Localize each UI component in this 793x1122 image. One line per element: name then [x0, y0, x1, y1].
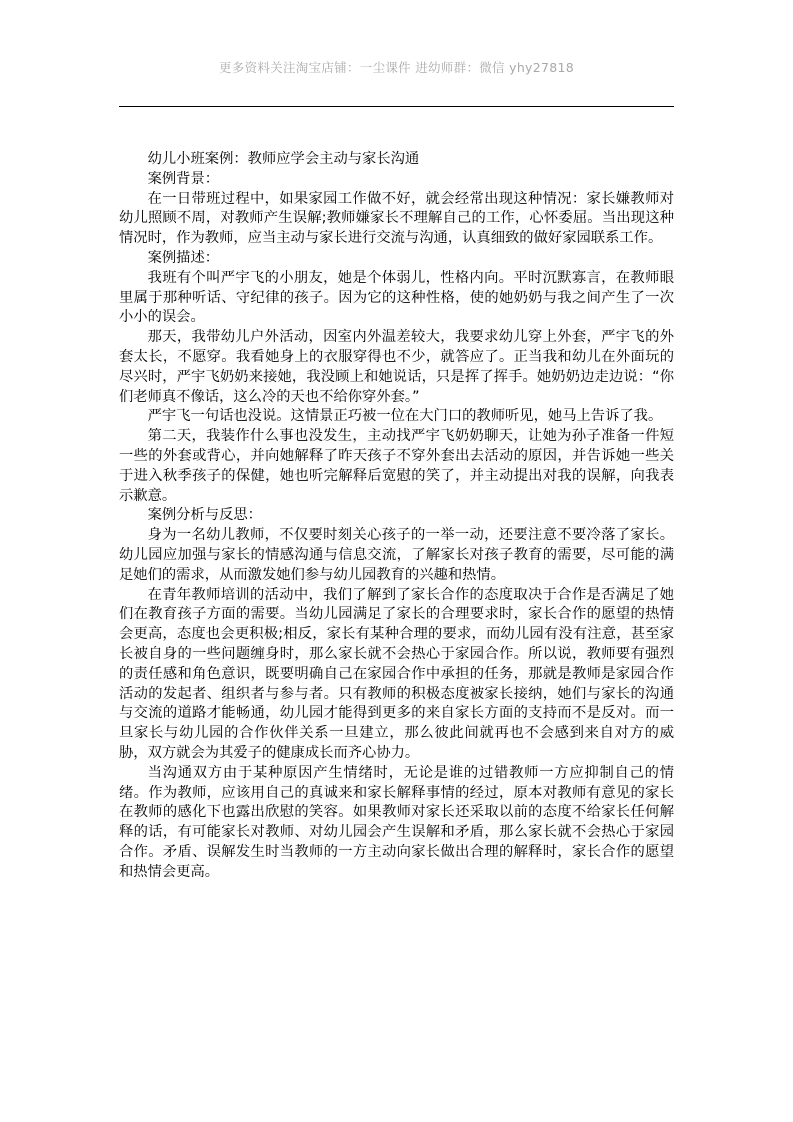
paragraph: 我班有个叫严宇飞的小朋友，她是个体弱儿，性格内向。平时沉默寡言，在教师眼里属于那种听话、守纪律的孩子。因为它的这种性格，使的她奶奶与我之间产生了一次小小的误会。: [119, 269, 674, 326]
paragraph: 当沟通双方由于某种原因产生情绪时，无论是谁的过错教师一方应抑制自己的情绪。作为教师，应该用自己的真诚来和家长解释事情的经过，原本对教师有意见的家长在教师的感化下也露出欣慰的笑容。如果教师对家长还采取以前的态度不给家长任何解释的话，有可能家长对教师、对幼儿园会产生误解和矛盾，那么家长就不会热心于家园合作。矛盾、误解发生时当教师的一方主动向家长做出合理的解释时，家长合作的愿望和热情会更高。: [119, 764, 674, 880]
paragraph: 在一日带班过程中，如果家园工作做不好，就会经常出现这种情况：家长嫌教师对幼儿照顾不周，对教师产生误解;教师嫌家长不理解自己的工作，心怀委屈。当出现这种情况时，作为教师，应当主动与家长进行交流与沟通，认真细致的做好家园联系工作。: [119, 190, 674, 247]
paragraph: 那天，我带幼儿户外活动，因室内外温差较大，我要求幼儿穿上外套，严宇飞的外套太长，不愿穿。我看她身上的衣服穿得也不少，就答应了。正当我和幼儿在外面玩的尽兴时，严宇飞奶奶来接她，我没顾上和她说话，只是挥了挥手。她奶奶边走边说：“你们老师真不像话，这么冷的天也不给你穿外套。”: [119, 329, 674, 405]
section-heading-analysis: 案例分析与反思：: [147, 507, 262, 524]
document-title: 幼儿小班案例：教师应学会主动与家长沟通: [147, 151, 420, 167]
paragraph: 在青年教师培训的活动中，我们了解到了家长合作的态度取决于合作是否满足了她们在教育孩子方面的需要。当幼儿园满足了家长的合理要求时，家长合作的愿望的热情会更高，态度也会更积极;相反，家长有某种合理的要求，而幼儿园有没有注意，甚至家长被自身的一些问题缠身时，那么家长就不会热心于家园合作。所以说，教师要有强烈的责任感和角色意识，既要明确自己在家园合作中承担的任务，那就是教师是家园合作活动的发起者、组织者与参与者。只有教师的积极态度被家长接纳，她们与家长的沟通与交流的道路才能畅通，幼儿园才能得到更多的来自家长方面的支持而不是反对。而一旦家长与幼儿园的合作伙伴关系一旦建立，那么彼此间就再也不会感到来自对方的威胁，双方就会为其爱子的健康成长而齐心协力。: [119, 586, 674, 761]
paragraph: 身为一名幼儿教师，不仅要时刻关心孩子的一举一动，还要注意不要冷落了家长。幼儿园应加强与家长的情感沟通与信息交流，了解家长对孩子教育的需要，尽可能的满足她们的需求，从而激发她们参与幼儿园教育的兴趣和热情。: [119, 527, 674, 583]
section-heading-background: 案例背景：: [147, 170, 220, 187]
header-divider: [119, 106, 674, 107]
document-body: [119, 150, 674, 882]
header-note: 更多资料关注淘宝店铺：一尘课件 进幼师群：微信 yhy27818: [218, 60, 575, 75]
paragraph: 严宇飞一句话也没说。这情景正巧被一位在大门口的教师听见，她马上告诉了我。: [147, 408, 663, 425]
section-heading-description: 案例描述：: [147, 249, 220, 266]
paragraph: 第二天，我装作什么事也没发生，主动找严宇飞奶奶聊天，让她为孙子准备一件短一些的外套或背心，并向她解释了昨天孩子不穿外套出去活动的原因，并告诉她一些关于进入秋季孩子的保健，她也听完解释后宽慰的笑了，并主动提出对我的误解，向我表示歉意。: [119, 428, 674, 504]
